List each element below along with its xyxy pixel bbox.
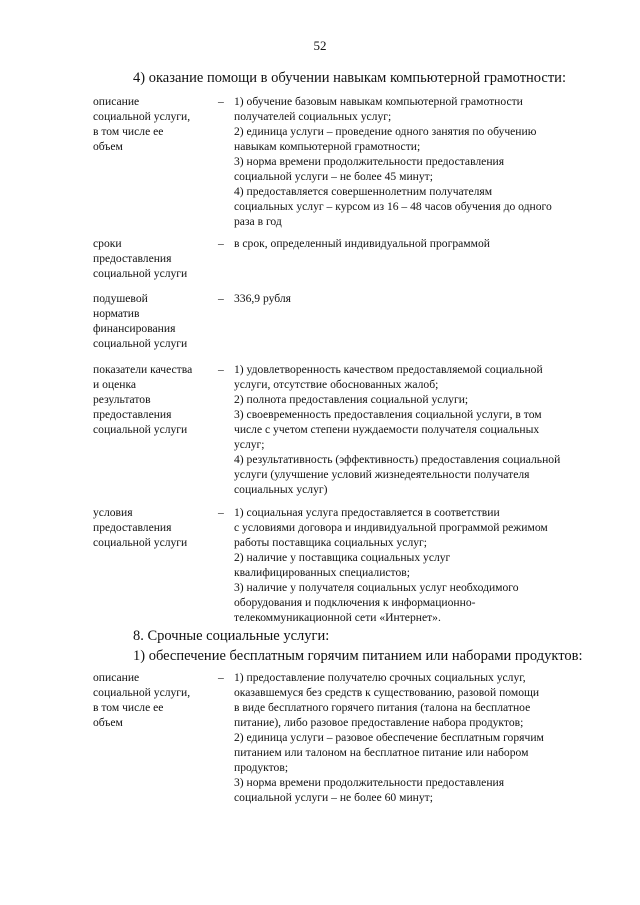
desc-line: оказавшемуся без средств к существованию, разовой помощи [234, 686, 540, 699]
term-line: социальной услуги [93, 536, 188, 549]
row-description [234, 236, 598, 251]
row-term [93, 362, 211, 437]
term-line: показатели качества [93, 363, 193, 376]
desc-line: 4) результативность (эффективность) предоставления социальной [234, 453, 561, 466]
page-number: 52 [313, 38, 327, 53]
desc-line: 1) удовлетворенность качеством предоставляемой социальной [234, 363, 543, 376]
term-line: предоставления [93, 521, 172, 534]
desc-line: работы поставщика социальных услуг; [234, 536, 428, 549]
term-line: в том числе ее [93, 701, 164, 714]
desc-line: навыкам компьютерной грамотности; [234, 140, 421, 153]
section-4-heading: 4) оказание помощи в обучении навыкам компьютерной грамотности: [133, 70, 566, 86]
desc-line: питанием или талоном на бесплатное питание или набором [234, 746, 529, 759]
desc-line: в срок, определенный индивидуальной программой [234, 237, 490, 250]
row-term [93, 291, 211, 351]
section-8-subheading: 1) обеспечение бесплатным горячим питанием или наборами продуктов: [133, 648, 583, 664]
desc-line: 2) полнота предоставления социальной услуги; [234, 393, 469, 406]
desc-line: получателей социальных услуг; [234, 110, 392, 123]
desc-line: оборудования и подключения к информационно- [234, 596, 476, 609]
term-line: социальной услуги [93, 337, 188, 350]
term-line: объем [93, 716, 123, 729]
row-description [234, 94, 598, 229]
row-term [93, 670, 211, 730]
row-term [93, 236, 211, 281]
row-term [93, 94, 211, 154]
desc-line: 3) наличие у получателя социальных услуг необходимого [234, 581, 519, 594]
desc-line: в виде бесплатного горячего питания (талона на бесплатное [234, 701, 531, 714]
desc-line: социальной услуги – не более 60 минут; [234, 791, 433, 804]
row-description [234, 291, 598, 306]
row-term [93, 505, 211, 550]
term-line: норматив [93, 307, 140, 320]
desc-line: социальных услуг – курсом из 16 – 48 часов обучения до одного [234, 200, 552, 213]
term-line: финансирования [93, 322, 176, 335]
desc-line: социальной услуги – не более 45 минут; [234, 170, 433, 183]
desc-line: квалифицированных специалистов; [234, 566, 410, 579]
row-dash: – [218, 506, 224, 519]
desc-line: 1) обучение базовым навыкам компьютерной грамотности [234, 95, 523, 108]
row-dash: – [218, 671, 224, 684]
term-line: сроки [93, 237, 122, 250]
desc-line: питание), либо разовое предоставление набора продуктов; [234, 716, 524, 729]
term-line: социальной услуги [93, 267, 188, 280]
term-line: описание [93, 95, 140, 108]
desc-line: 336,9 рубля [234, 292, 292, 305]
term-line: подушевой [93, 292, 148, 305]
desc-line: услуги (улучшение условий жизнедеятельности получателя [234, 468, 530, 481]
row-dash: – [218, 292, 224, 305]
row-description [234, 362, 598, 497]
desc-line: услуг; [234, 438, 265, 451]
row-dash: – [218, 363, 224, 376]
desc-line: продуктов; [234, 761, 289, 774]
term-line: социальной услуги, [93, 686, 191, 699]
desc-line: социальных услуг) [234, 483, 328, 496]
desc-line: 3) норма времени продолжительности предоставления [234, 776, 505, 789]
desc-line: телекоммуникационной сети «Интернет». [234, 611, 441, 624]
desc-line: 2) единица услуги – разовое обеспечение бесплатным горячим [234, 731, 544, 744]
term-line: в том числе ее [93, 125, 164, 138]
term-line: объем [93, 140, 123, 153]
term-line: социальной услуги, [93, 110, 191, 123]
term-line: условия [93, 506, 133, 519]
desc-line: 2) наличие у поставщика социальных услуг [234, 551, 451, 564]
desc-line: 1) предоставление получателю срочных социальных услуг, [234, 671, 526, 684]
desc-line: 4) предоставляется совершеннолетним получателям [234, 185, 493, 198]
term-line: социальной услуги [93, 423, 188, 436]
term-line: предоставления [93, 252, 172, 265]
desc-line: раза в год [234, 215, 282, 228]
desc-line: услуги, отсутствие обоснованных жалоб; [234, 378, 439, 391]
row-description [234, 670, 598, 805]
term-line: предоставления [93, 408, 172, 421]
term-line: и оценка [93, 378, 137, 391]
desc-line: числе с учетом степени нуждаемости получателя социальных [234, 423, 540, 436]
term-line: результатов [93, 393, 151, 406]
desc-line: 2) единица услуги – проведение одного занятия по обучению [234, 125, 537, 138]
row-dash: – [218, 237, 224, 250]
desc-line: 3) своевременность предоставления социальной услуги, в том [234, 408, 542, 421]
row-description [234, 505, 598, 625]
desc-line: с условиями договора и индивидуальной программой режимом [234, 521, 548, 534]
term-line: описание [93, 671, 140, 684]
desc-line: 1) социальная услуга предоставляется в соответствии [234, 506, 500, 519]
row-dash: – [218, 95, 224, 108]
section-8-heading: 8. Срочные социальные услуги: [133, 628, 330, 644]
desc-line: 3) норма времени продолжительности предоставления [234, 155, 505, 168]
